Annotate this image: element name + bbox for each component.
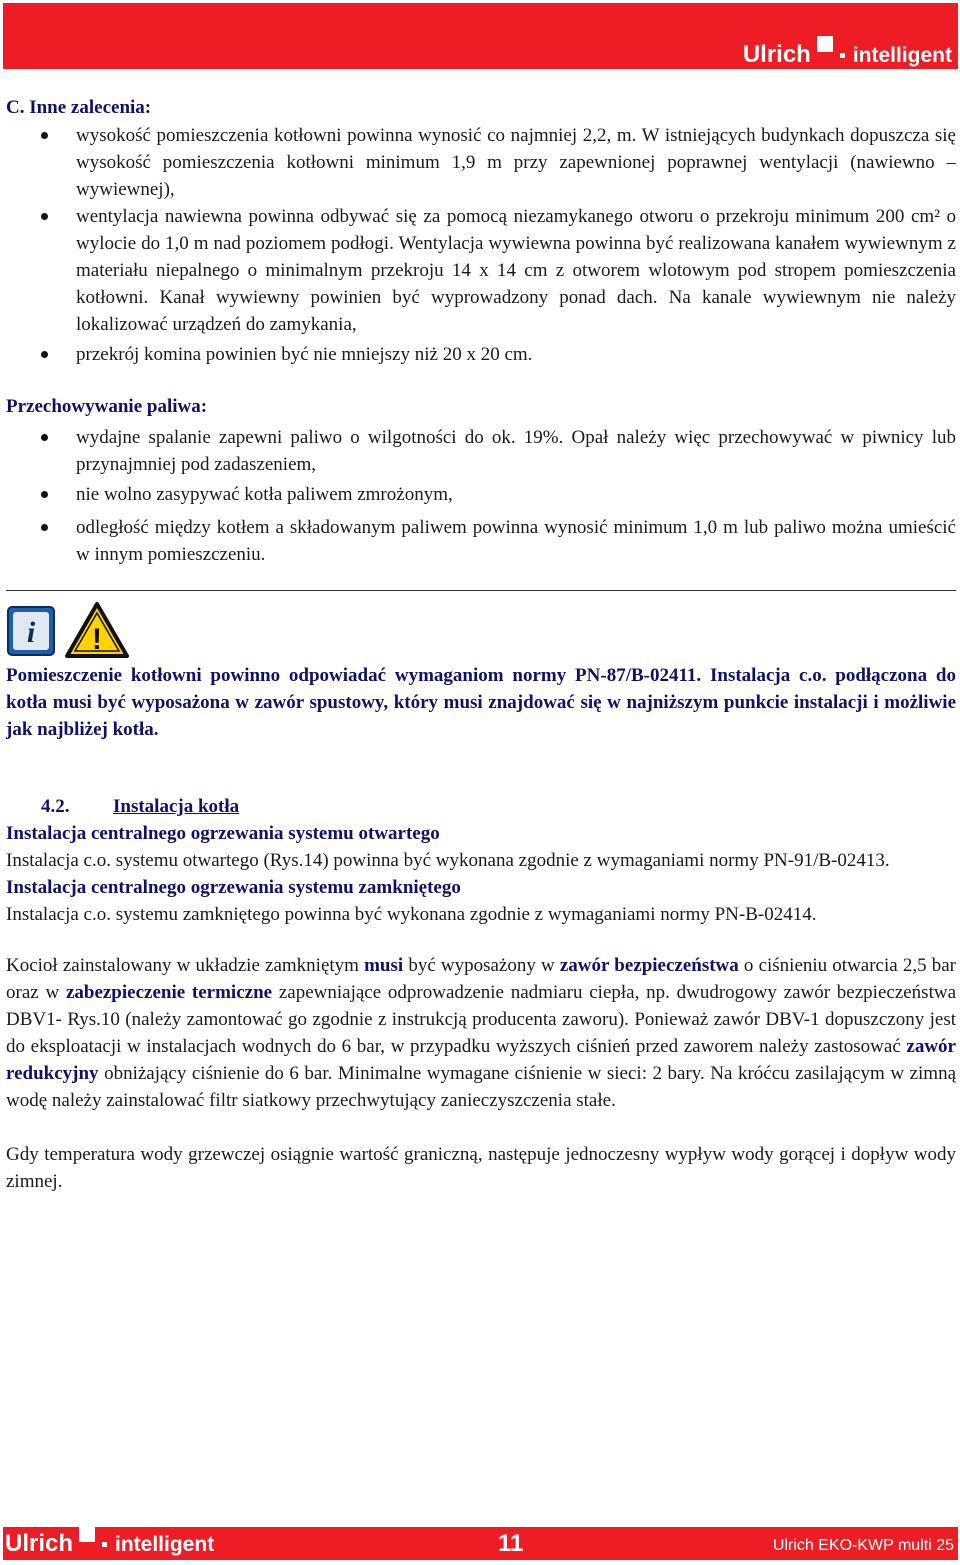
para-text: o ciśnieniu otwarcia 2,5 bar oraz w [6,955,956,1003]
closed-system-title: Instalacja centralnego ogrzewania systemu zamkniętego [6,877,461,898]
warning-icon [64,601,130,659]
logo-square-icon [79,1526,95,1542]
list-item: odległość między kotłem a składowanym paliwem powinna wynosić minimum 1,0 m lub paliwo można umieścić w innym pomieszczeniu. [6,514,956,568]
brand-tagline: intelligent [115,1533,215,1556]
footer-brand-logo [5,1527,214,1561]
storage-list [6,424,956,568]
header-bar [3,3,958,69]
safety-paragraph [6,952,956,1114]
section-number: 4.2. [41,796,70,817]
logo-square-icon [817,36,833,52]
svg-text:!: ! [92,623,102,656]
section-c-list [6,122,956,368]
para-text: Kocioł zainstalowany w układzie zamkniętym [6,955,365,976]
brand-logo [743,41,952,69]
storage-title: Przechowywanie paliwa: [6,396,208,417]
para-text: być wyposażony w [403,955,560,976]
section-4-2-heading [6,793,956,820]
info-icon [6,605,58,659]
list-item: przekrój komina powinien być nie mniejszy niż 20 x 20 cm. [6,341,956,368]
svg-text:i: i [26,616,36,649]
para-bold: zawór bezpieczeństwa [559,955,739,976]
notice-icons [6,597,956,659]
page-number: 11 [498,1530,524,1557]
para-text: zapewniające odprowadzenie nadmiaru ciepła, np. dwudrogowy zawór bezpieczeństwa DBV1- Rys.10 (należy zamontować go zgodnie z instrukcją producenta zaworu). Ponieważ zawór DBV-1 dopuszczony jest do eksploatacji w instalacjach wodnych do 6 bar, w przypadku wyższych ciśnień przed zaworem należy zastosować [6,982,957,1057]
brand-tagline: intelligent [852,44,952,67]
open-system-text: Instalacja c.o. systemu otwartego (Rys.14) powinna być wykonana zgodnie z wymaganiami normy PN-91/B-02413. [6,850,890,871]
section-title: Instalacja kotła [113,796,240,817]
closed-system-text: Instalacja c.o. systemu zamkniętego powinna być wykonana zgodnie z wymaganiami normy PN-B-02414. [6,904,817,925]
logo-dot-icon [840,53,845,58]
para-bold: zabezpieczenie termiczne [65,982,273,1003]
notice-text: Pomieszczenie kotłowni powinno odpowiadać wymaganiom normy PN-87/B-02411. Instalacja c.o. podłączona do kotła musi być wyposażona w zawór spustowy, który musi znajdować się w najniższym punkcie instalacji i możliwie jak najbliżej kotła. [6,665,956,740]
brand-name: Ulrich [5,1530,74,1557]
temperature-paragraph: Gdy temperatura wody grzewczej osiągnie wartość graniczną, następuje jednoczesny wypływ wody gorącej i dopływ wody zimnej. [6,1144,956,1192]
para-text: obniżający ciśnienie do 6 bar. Minimalne wymagane ciśnienie w sieci: 2 bary. Na króćcu zasilającym w zimną wodę należy zainstalować filtr siatkowy przechwytujący zanieczyszczenia stałe. [6,1063,956,1111]
open-system-title: Instalacja centralnego ogrzewania systemu otwartego [6,823,440,844]
footer-bar [3,1527,958,1560]
product-model: Ulrich EKO-KWP multi 25 [772,1537,954,1554]
para-bold: zawór redukcyjny [6,1036,956,1084]
list-item: wysokość pomieszczenia kotłowni powinna wynosić co najmniej 2,2, m. W istniejących budynkach dopuszcza się wysokość pomieszczenia kotłowni minimum 1,9 m przy zapewnionej poprawnej wentylacji (nawiewno – wywiewnej), [6,122,956,203]
brand-name: Ulrich [742,41,811,68]
section-c-title: C. Inne zalecenia: [6,97,152,118]
divider [6,590,956,591]
list-item: wentylacja nawiewna powinna odbywać się za pomocą niezamykanego otworu o przekroju minimum 200 cm² o wylocie do 1,0 m nad poziomem podłogi. Wentylacja wywiewna powinna być realizowana kanałem wywiewnym z materiału niepalnego o minimalnym przekroju 14 x 14 cm z otworem wlotowym pod stropem pomieszczenia kotłowni. Kanał wywiewny powinien być wyprowadzony ponad dach. Na kanale wywiewnym nie należy lokalizować urządzeń do zamykania, [6,203,956,338]
logo-dot-icon [102,1542,107,1547]
list-item: nie wolno zasypywać kotła paliwem zmrożonym, [6,481,956,508]
para-bold: musi [364,955,404,976]
list-item: wydajne spalanie zapewni paliwo o wilgotności do ok. 19%. Opał należy więc przechowywać w piwnicy lub przynajmniej pod zadaszeniem, [6,424,956,478]
page-content [6,94,956,1195]
